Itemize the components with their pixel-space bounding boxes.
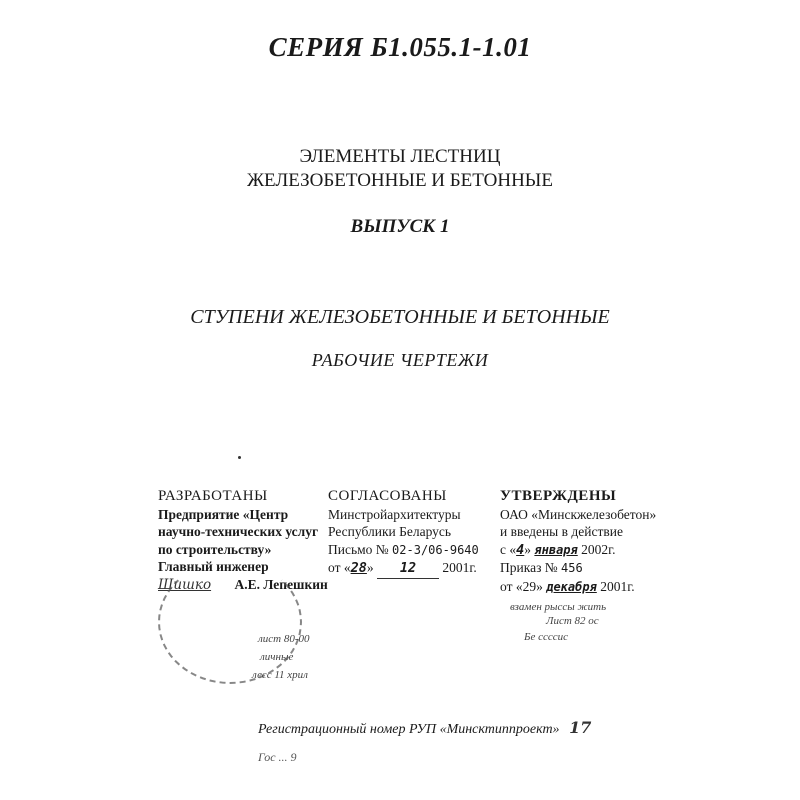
- date-month: 12: [399, 560, 417, 576]
- registration-line: [258, 718, 591, 738]
- effective-year: 2002г.: [581, 541, 616, 557]
- registration-label: Регистрационный номер РУП «Минсктиппроект»: [258, 722, 560, 737]
- approved-hand-notes: [510, 600, 606, 644]
- series-code: СЕРИЯ Б1.055.1-1.01: [268, 32, 532, 62]
- approved-org-line2: и введены в действие: [500, 524, 623, 539]
- developed-name: А.Е. Лепешкин: [234, 576, 328, 592]
- effective-day: 4: [516, 541, 525, 558]
- drawings-label: РАБОЧИЕ ЧЕРТЕЖИ: [311, 350, 489, 370]
- developed-heading: РАЗРАБОТАНЫ: [158, 488, 268, 504]
- issue-number: ВЫПУСК 1: [350, 216, 450, 237]
- order-year: 2001г.: [600, 578, 635, 594]
- date-year: 2001г.: [442, 560, 477, 575]
- developed-hand-notes: [252, 632, 310, 682]
- agreed-block: [328, 488, 498, 579]
- agreed-org-line2: Республики Беларусь: [328, 524, 452, 539]
- developed-org-line2: научно-технических услуг: [158, 524, 319, 539]
- date-day: 28: [350, 560, 367, 576]
- registration-number: 17: [569, 718, 592, 737]
- hand-note: Лист 82 ос: [546, 615, 599, 627]
- date-sep: »: [366, 560, 374, 575]
- order-date-prefix: от «29»: [500, 578, 543, 594]
- document-subtitle: СТУПЕНИ ЖЕЛЕЗОБЕТОННЫЕ И БЕТОННЫЕ: [190, 306, 610, 328]
- hand-note: лист 80-00: [258, 633, 310, 645]
- developed-role: Главный инженер: [158, 559, 269, 574]
- order-label: Приказ №: [500, 560, 558, 575]
- date-prefix: от «: [328, 560, 351, 575]
- approved-heading: УТВЕРЖДЕНЫ: [500, 488, 617, 504]
- approved-org-line1: ОАО «Минскжелезобетон»: [500, 506, 657, 522]
- letter-number: 02-3/06-9640: [392, 542, 479, 557]
- developed-signature: Шишко: [158, 576, 212, 593]
- letter-label: Письмо №: [328, 541, 389, 557]
- order-month: декабря: [546, 579, 597, 594]
- effective-sep: »: [524, 541, 532, 557]
- effective-month: января: [534, 542, 578, 557]
- agreed-heading: СОГЛАСОВАНЫ: [328, 488, 447, 504]
- scan-speck: [238, 456, 241, 459]
- approved-block: [500, 488, 690, 596]
- document-title-line1: ЭЛЕМЕНТЫ ЛЕСТНИЦ: [299, 146, 501, 167]
- registration-line2: Гос ... 9: [258, 750, 297, 764]
- agreed-org-line1: Минстройархитектуры: [328, 506, 461, 522]
- effective-prefix: с «: [500, 541, 517, 557]
- developed-org-line1: Предприятие «Центр: [158, 506, 289, 522]
- hand-note: личные: [260, 651, 294, 663]
- developed-org-line3: по строительству»: [158, 541, 272, 557]
- document-title-line2: ЖЕЛЕЗОБЕТОННЫЕ И БЕТОННЫЕ: [247, 170, 553, 191]
- hand-note: Бе ссссис: [524, 631, 569, 643]
- order-number: 456: [561, 561, 583, 575]
- hand-note: лесс 11 хрил: [252, 669, 308, 681]
- hand-note: взамен рыссы жить: [510, 601, 607, 613]
